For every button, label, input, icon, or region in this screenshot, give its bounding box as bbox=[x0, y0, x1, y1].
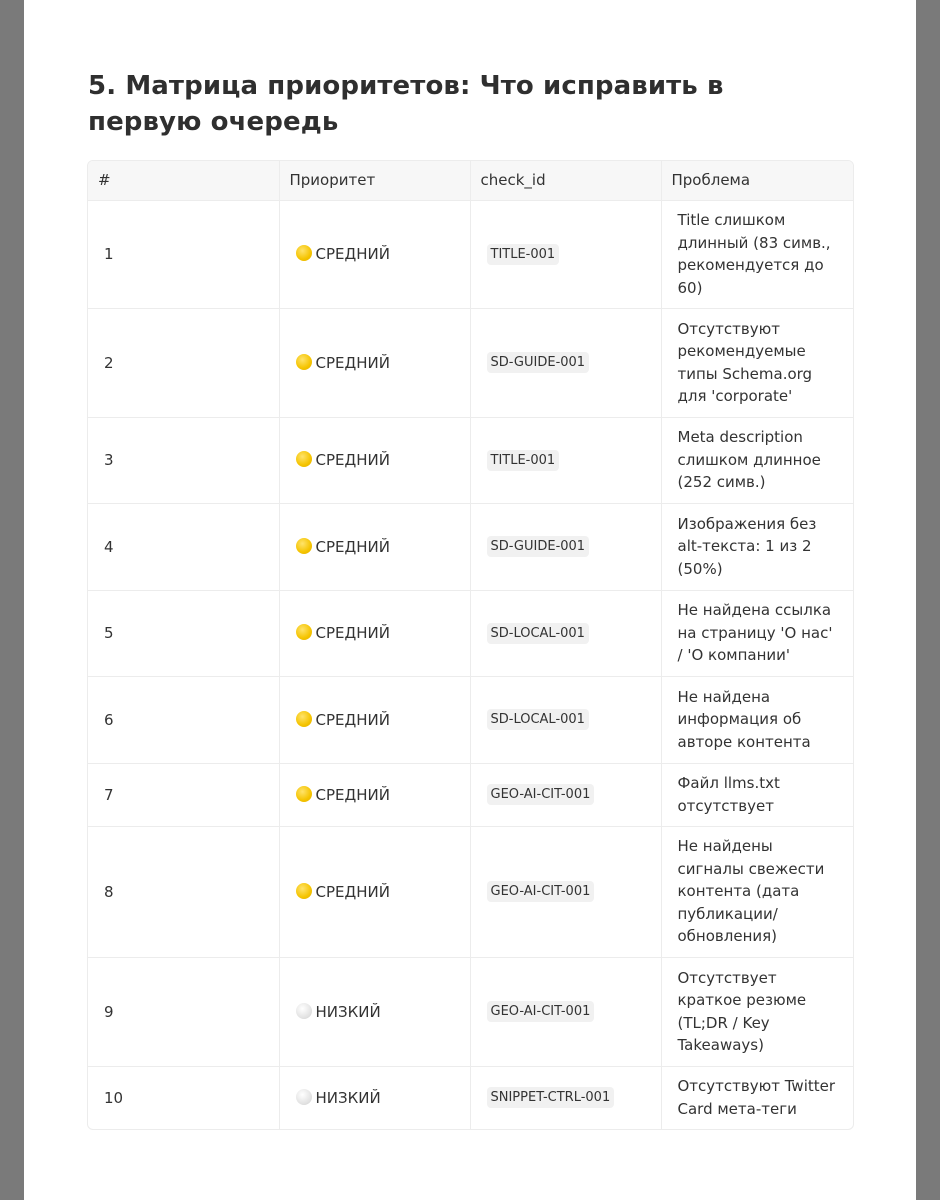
table-row bbox=[88, 763, 853, 826]
yellow-circle-icon bbox=[296, 883, 312, 899]
check-id-code: TITLE-001 bbox=[487, 450, 560, 471]
priority-cell bbox=[279, 957, 470, 1066]
table-header-row bbox=[88, 161, 853, 200]
issue-description: Не найдена информация об авторе контента bbox=[661, 676, 853, 763]
priority-label: СРЕДНИЙ bbox=[315, 245, 390, 263]
yellow-circle-icon bbox=[296, 538, 312, 554]
priority-cell bbox=[279, 676, 470, 763]
issue-description: Отсутствует краткое резюме (TL;DR / Key Takeaways) bbox=[661, 957, 853, 1066]
check-id-cell bbox=[470, 676, 661, 763]
column-header-issue: Проблема bbox=[661, 161, 853, 200]
check-id-cell bbox=[470, 590, 661, 676]
check-id-cell bbox=[470, 308, 661, 417]
column-header-number: # bbox=[88, 161, 279, 200]
priority-label: НИЗКИЙ bbox=[315, 1088, 381, 1107]
column-header-priority: Приоритет bbox=[279, 161, 470, 200]
issue-description: Файл llms.txt отсутствует bbox=[661, 763, 853, 826]
yellow-circle-icon bbox=[296, 354, 312, 370]
check-id-cell bbox=[470, 763, 661, 826]
priority-cell bbox=[279, 590, 470, 676]
check-id-code: SD-GUIDE-001 bbox=[487, 536, 590, 557]
yellow-circle-icon bbox=[296, 451, 312, 467]
priority-matrix-table bbox=[88, 161, 853, 1129]
row-number: 4 bbox=[88, 503, 279, 590]
priority-label: СРЕДНИЙ bbox=[315, 882, 390, 901]
priority-label: СРЕДНИЙ bbox=[315, 353, 390, 372]
table-row bbox=[88, 417, 853, 503]
check-id-code: SNIPPET-CTRL-001 bbox=[487, 1087, 615, 1108]
yellow-circle-icon bbox=[296, 786, 312, 802]
check-id-code: SD-LOCAL-001 bbox=[487, 623, 589, 644]
column-header-check-id: check_id bbox=[470, 161, 661, 200]
yellow-circle-icon bbox=[296, 245, 312, 261]
table-row bbox=[88, 676, 853, 763]
check-id-code: GEO-AI-CIT-001 bbox=[487, 784, 595, 805]
check-id-cell bbox=[470, 826, 661, 957]
issue-description: Meta description слишком длинное (252 симв.) bbox=[661, 417, 853, 503]
check-id-cell bbox=[470, 503, 661, 590]
priority-label: СРЕДНИЙ bbox=[315, 785, 390, 804]
document-page bbox=[24, 0, 916, 1200]
check-id-cell bbox=[470, 417, 661, 503]
check-id-code: SD-GUIDE-001 bbox=[487, 352, 590, 373]
check-id-cell bbox=[470, 1066, 661, 1129]
check-id-code: GEO-AI-CIT-001 bbox=[487, 1001, 595, 1022]
priority-cell bbox=[279, 1066, 470, 1129]
issue-description: Title слишком длинный (83 симв., рекомендуется до 60) bbox=[661, 200, 853, 308]
row-number: 6 bbox=[88, 676, 279, 763]
table-row bbox=[88, 957, 853, 1066]
row-number: 5 bbox=[88, 590, 279, 676]
table-row bbox=[88, 308, 853, 417]
priority-cell bbox=[279, 308, 470, 417]
row-number: 2 bbox=[88, 308, 279, 417]
issue-description: Не найдена ссылка на страницу 'О нас' / 'О компании' bbox=[661, 590, 853, 676]
issue-description: Отсутствуют рекомендуемые типы Schema.org для 'corporate' bbox=[661, 308, 853, 417]
priority-cell bbox=[279, 826, 470, 957]
white-circle-icon bbox=[296, 1089, 312, 1105]
table-row bbox=[88, 590, 853, 676]
row-number: 8 bbox=[88, 826, 279, 957]
row-number: 3 bbox=[88, 417, 279, 503]
priority-label: СРЕДНИЙ bbox=[315, 710, 390, 729]
row-number: 7 bbox=[88, 763, 279, 826]
priority-label: СРЕДНИЙ bbox=[315, 451, 390, 469]
table-row bbox=[88, 503, 853, 590]
table-row bbox=[88, 826, 853, 957]
priority-cell bbox=[279, 503, 470, 590]
check-id-cell bbox=[470, 200, 661, 308]
table-row bbox=[88, 1066, 853, 1129]
priority-label: СРЕДНИЙ bbox=[315, 624, 390, 642]
white-circle-icon bbox=[296, 1003, 312, 1019]
priority-cell bbox=[279, 417, 470, 503]
issue-description: Отсутствуют Twitter Card мета-теги bbox=[677, 1077, 836, 1118]
check-id-code: SD-LOCAL-001 bbox=[487, 709, 589, 730]
check-id-code: TITLE-001 bbox=[487, 244, 560, 265]
section-heading: 5. Матрица приоритетов: Что исправить в первую очередь bbox=[88, 71, 724, 137]
priority-label: НИЗКИЙ bbox=[315, 1002, 381, 1021]
row-number: 9 bbox=[88, 957, 279, 1066]
check-id-cell bbox=[470, 957, 661, 1066]
priority-cell bbox=[279, 200, 470, 308]
priority-cell bbox=[279, 763, 470, 826]
priority-label: СРЕДНИЙ bbox=[315, 537, 390, 556]
check-id-code: GEO-AI-CIT-001 bbox=[487, 881, 595, 902]
yellow-circle-icon bbox=[296, 624, 312, 640]
row-number: 10 bbox=[88, 1066, 279, 1129]
table-row bbox=[88, 200, 853, 308]
issue-description: Не найдены сигналы свежести контента (дата публикации/ обновления) bbox=[661, 826, 853, 957]
yellow-circle-icon bbox=[296, 711, 312, 727]
priority-table-container bbox=[87, 160, 854, 1130]
issue-description: Изображения без alt-текста: 1 из 2 (50%) bbox=[661, 503, 853, 590]
row-number: 1 bbox=[88, 200, 279, 308]
